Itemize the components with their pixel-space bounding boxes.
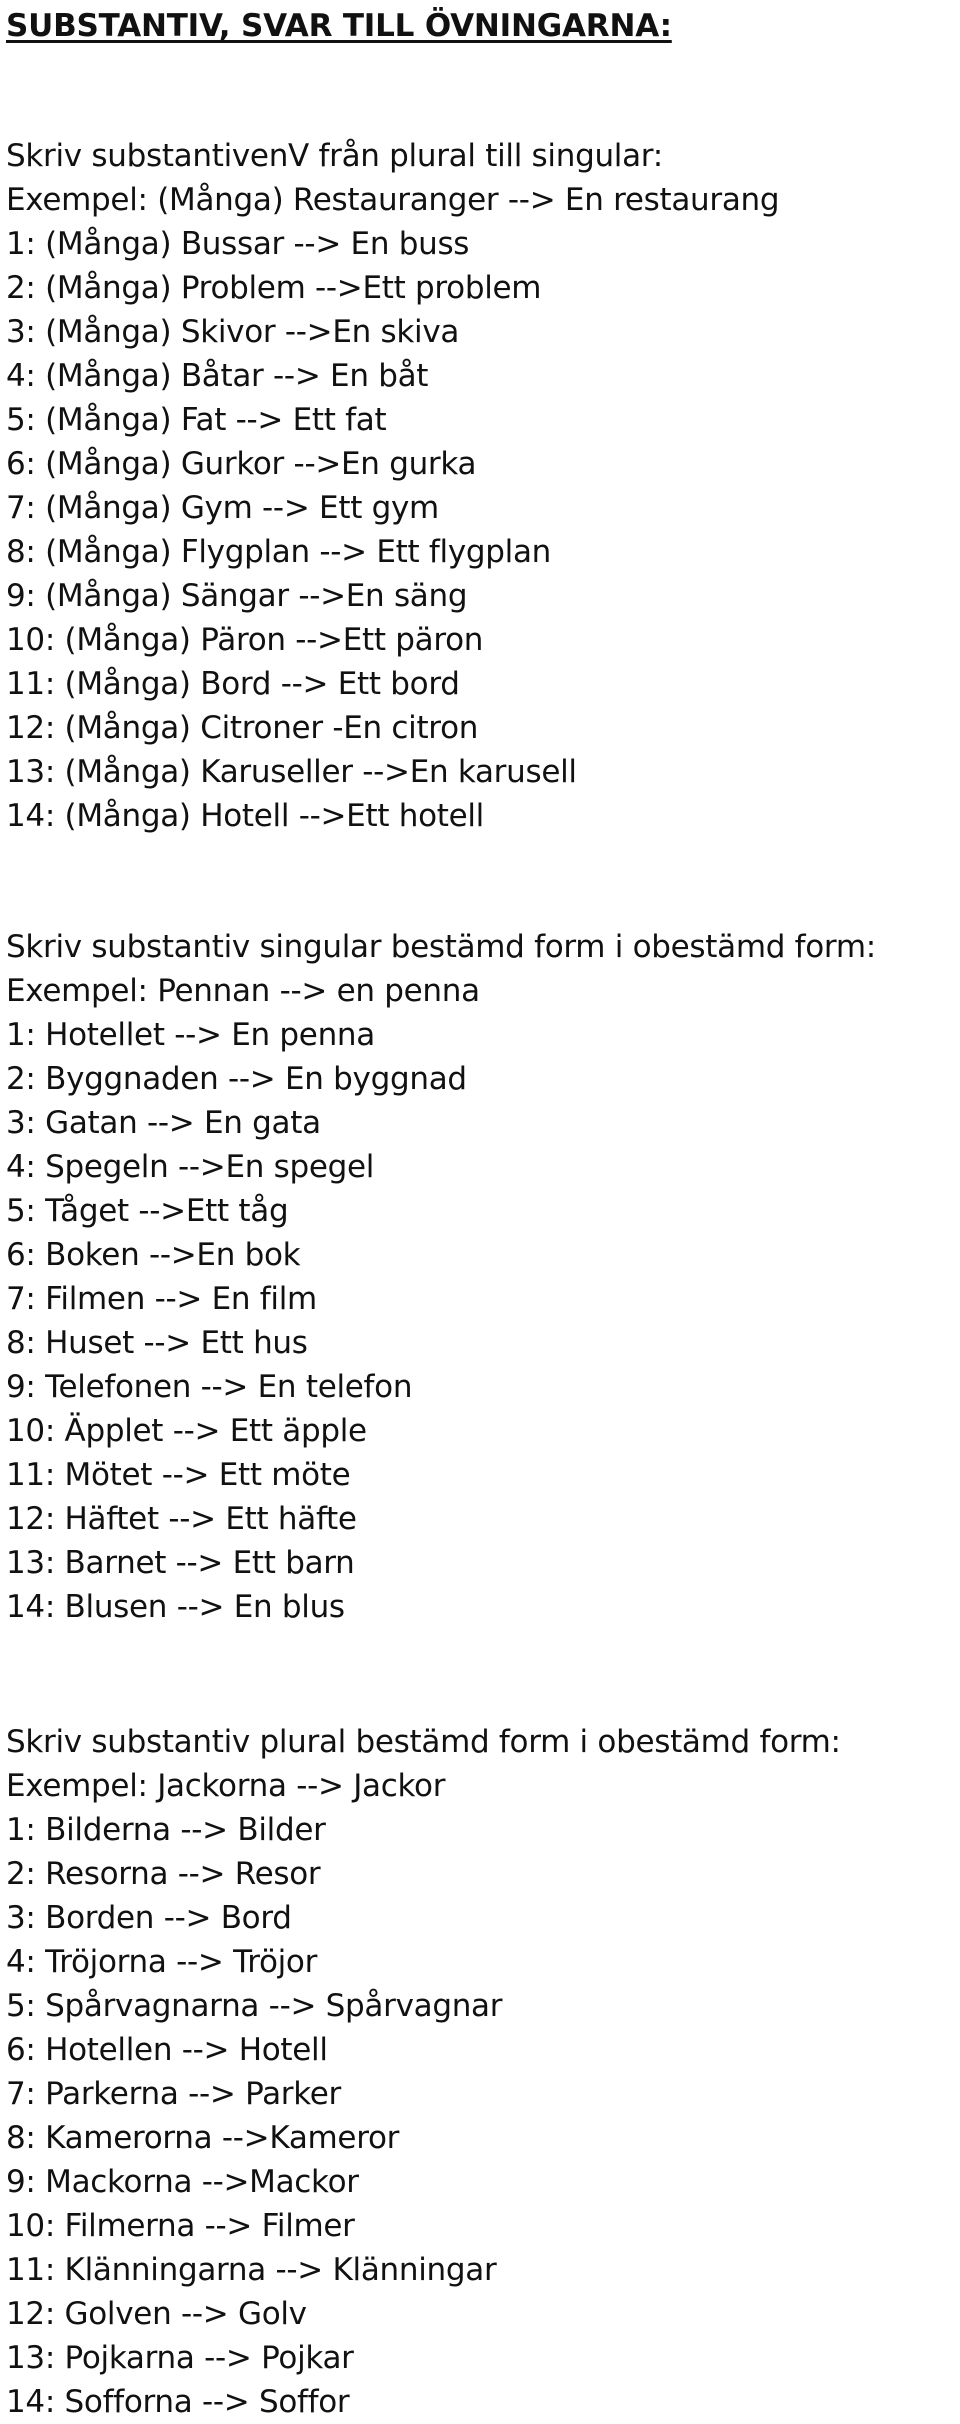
answer-item: 1: Hotellet --> En penna xyxy=(6,1017,375,1053)
answer-item: 9: Mackorna -->Mackor xyxy=(6,2164,359,2200)
section-example: Exempel: (Många) Restauranger --> En restaurang xyxy=(6,182,780,218)
answer-item: 14: (Många) Hotell -->Ett hotell xyxy=(6,798,484,834)
answer-item: 5: Spårvagnarna --> Spårvagnar xyxy=(6,1988,503,2024)
answer-item: 12: (Många) Citroner -En citron xyxy=(6,710,479,746)
answer-item: 6: Hotellen --> Hotell xyxy=(6,2032,328,2068)
page-title: SUBSTANTIV, SVAR TILL ÖVNINGARNA: xyxy=(6,8,672,44)
answer-item: 9: Telefonen --> En telefon xyxy=(6,1369,413,1405)
answer-item: 13: Barnet --> Ett barn xyxy=(6,1545,355,1581)
section-example: Exempel: Jackorna --> Jackor xyxy=(6,1768,446,1804)
answer-item: 8: Huset --> Ett hus xyxy=(6,1325,308,1361)
section-heading: Skriv substantiv singular bestämd form i obestämd form: xyxy=(6,929,876,965)
answer-item: 2: (Många) Problem -->Ett problem xyxy=(6,270,542,306)
answer-item: 14: Blusen --> En blus xyxy=(6,1589,345,1625)
section-example: Exempel: Pennan --> en penna xyxy=(6,973,480,1009)
answer-item: 8: (Många) Flygplan --> Ett flygplan xyxy=(6,534,552,570)
answer-item: 3: Gatan --> En gata xyxy=(6,1105,321,1141)
answer-item: 10: Äpplet --> Ett äpple xyxy=(6,1413,367,1449)
answer-item: 5: (Många) Fat --> Ett fat xyxy=(6,402,387,438)
answer-item: 11: (Många) Bord --> Ett bord xyxy=(6,666,460,702)
answer-item: 8: Kamerorna -->Kameror xyxy=(6,2120,400,2156)
answer-item: 10: (Många) Päron -->Ett päron xyxy=(6,622,484,658)
answer-item: 10: Filmerna --> Filmer xyxy=(6,2208,355,2244)
answer-item: 11: Klänningarna --> Klänningar xyxy=(6,2252,497,2288)
answer-item: 7: Filmen --> En film xyxy=(6,1281,317,1317)
section-singular-definite-to-indefinite xyxy=(6,925,954,1629)
answer-item: 7: (Många) Gym --> Ett gym xyxy=(6,490,439,526)
answer-item: 14: Sofforna --> Soffor xyxy=(6,2384,350,2420)
answer-item: 4: (Många) Båtar --> En båt xyxy=(6,358,429,394)
answer-item: 1: (Många) Bussar --> En buss xyxy=(6,226,470,262)
section-heading: Skriv substantivenV från plural till singular: xyxy=(6,138,663,174)
answer-item: 4: Spegeln -->En spegel xyxy=(6,1149,375,1185)
answer-item: 2: Resorna --> Resor xyxy=(6,1856,321,1892)
section-heading: Skriv substantiv plural bestämd form i obestämd form: xyxy=(6,1724,841,1760)
answer-item: 9: (Många) Sängar -->En säng xyxy=(6,578,468,614)
answer-item: 4: Tröjorna --> Tröjor xyxy=(6,1944,318,1980)
answer-item: 12: Golven --> Golv xyxy=(6,2296,307,2332)
answer-item: 11: Mötet --> Ett möte xyxy=(6,1457,351,1493)
answer-item: 3: Borden --> Bord xyxy=(6,1900,292,1936)
answer-item: 1: Bilderna --> Bilder xyxy=(6,1812,326,1848)
answer-item: 13: (Många) Karuseller -->En karusell xyxy=(6,754,577,790)
answer-item: 3: (Många) Skivor -->En skiva xyxy=(6,314,460,350)
section-plural-definite-to-indefinite xyxy=(6,1720,954,2424)
answer-item: 13: Pojkarna --> Pojkar xyxy=(6,2340,354,2376)
answer-item: 6: (Många) Gurkor -->En gurka xyxy=(6,446,477,482)
answer-item: 2: Byggnaden --> En byggnad xyxy=(6,1061,467,1097)
answer-item: 6: Boken -->En bok xyxy=(6,1237,301,1273)
section-plural-to-singular xyxy=(6,134,954,838)
answer-item: 7: Parkerna --> Parker xyxy=(6,2076,341,2112)
answer-item: 12: Häftet --> Ett häfte xyxy=(6,1501,357,1537)
answer-item: 5: Tåget -->Ett tåg xyxy=(6,1193,289,1229)
